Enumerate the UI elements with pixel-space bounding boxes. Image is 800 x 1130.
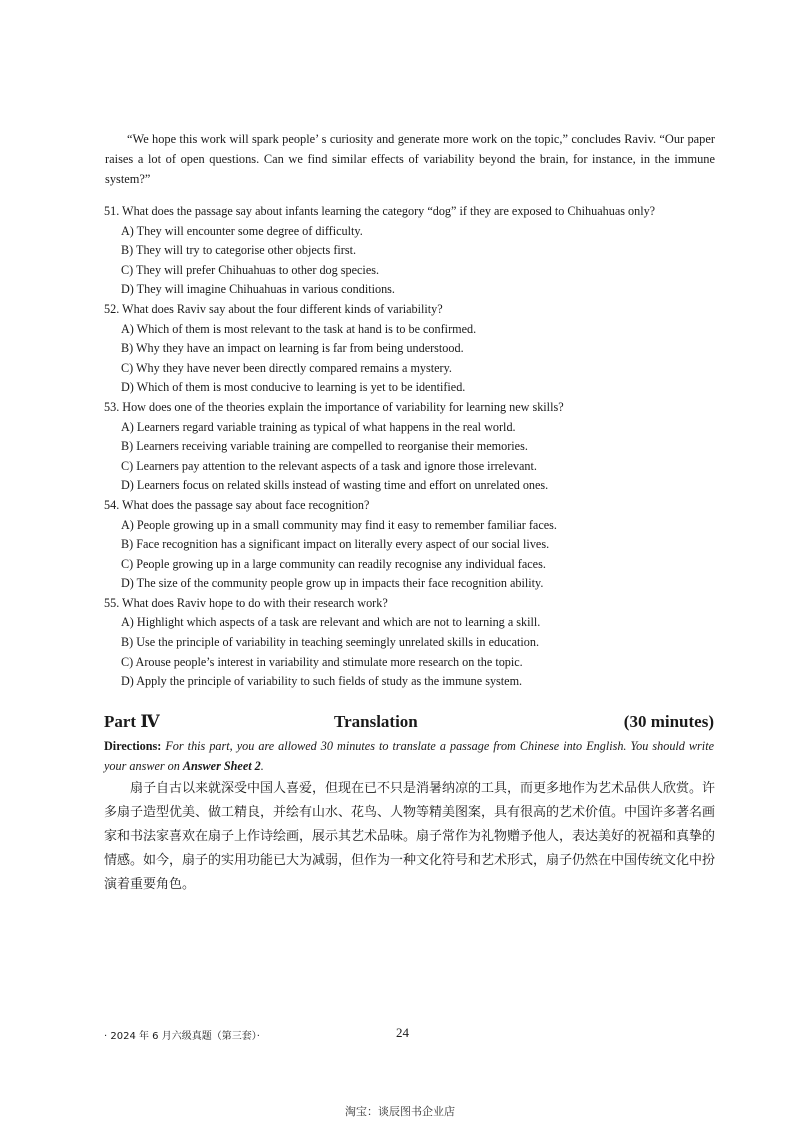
chinese-text: 扇子自古以来就深受中国人喜爱，但现在已不只是消暑纳凉的工具，而更多地作为艺术品供人欣赏。许多扇子造型优美、做工精良，并绘有山水、花鸟、人物等精美图案，具有很高的艺术价值。中国许多著名画家和书法家喜欢在扇子上作诗绘画，展示其艺术品味。扇子常作为礼物赠予他人，表达美好的祝福和真挚的情感。如今，扇子的实用功能已大为减弱，但作为一种文化符号和艺术形式，扇子仍然在中国传统文化中扮演着重要角色。 (104, 781, 716, 892)
question-53 (104, 398, 724, 496)
directions-end: . (260, 759, 264, 773)
question-stem: 55. What does Raviv hope to do with their research work? (104, 595, 388, 610)
quote-text: “We hope this work will spark people’ s curiosity and generate more work on the topic,” concludes Raviv. “Our paper raises a lot of open questions. Can we find similar effects of variability beyond the brain, for instance, in the immune system?” (105, 132, 715, 186)
option-d: D) Which of them is most conducive to learning is yet to be identified. (121, 380, 466, 395)
option-c: C) Why they have never been directly compared remains a mystery. (121, 360, 452, 375)
translation-passage (104, 777, 715, 897)
option-a: A) Which of them is most relevant to the task at hand is to be confirmed. (121, 321, 477, 336)
question-stem: 51. What does the passage say about infants learning the category “dog” if they are exposed to Chihuahuas only? (104, 204, 656, 218)
option-a: A) Highlight which aspects of a task are relevant and which are not to learning a skill. (121, 615, 541, 630)
part-title: Translation (334, 712, 418, 731)
closing-quote-paragraph (105, 129, 715, 189)
page-number: 24 (396, 1025, 409, 1040)
option-a: A) They will encounter some degree of difficulty. (121, 223, 363, 238)
question-54 (104, 496, 724, 594)
question-52 (104, 300, 724, 398)
option-d: D) The size of the community people grow up in impacts their face recognition ability. (121, 576, 544, 591)
option-a: A) Learners regard variable training as typical of what happens in the real world. (121, 419, 516, 434)
option-c: C) Learners pay attention to the relevant aspects of a task and ignore those irrelevant. (121, 458, 537, 473)
option-b: B) Learners receiving variable training are compelled to reorganise their memories. (121, 439, 528, 454)
part-time: (30 minutes) (623, 712, 714, 731)
shop-watermark: 淘宝：谈辰图书企业店 (345, 1105, 455, 1118)
part-label: Part Ⅳ (104, 712, 160, 731)
footer-exam-label: · 2024 年 6 月六级真题（第三套）· (104, 1031, 260, 1042)
option-d: D) Learners focus on related skills instead of wasting time and effort on unrelated ones. (121, 478, 549, 493)
question-stem: 53. How does one of the theories explain the importance of variability for learning new skills? (104, 399, 564, 414)
option-a: A) People growing up in a small community may find it easy to remember familiar faces. (121, 517, 557, 532)
option-b: B) They will try to categorise other objects first. (121, 243, 357, 258)
question-55 (104, 594, 724, 692)
directions-text: For this part, you are allowed 30 minutes to translate a passage from Chinese into English. You should write your answer on (104, 739, 714, 773)
option-b: B) Why they have an impact on learning is far from being understood. (121, 341, 464, 356)
directions (104, 736, 714, 776)
option-c: C) They will prefer Chihuahuas to other dog species. (121, 262, 380, 277)
directions-label: Directions: (104, 739, 162, 753)
question-51 (104, 202, 724, 300)
answer-sheet-ref: Answer Sheet 2 (182, 759, 261, 773)
option-d: D) They will imagine Chihuahuas in various conditions. (121, 282, 395, 297)
option-d: D) Apply the principle of variability to such fields of study as the immune system. (121, 674, 523, 689)
part-header (104, 712, 714, 734)
option-b: B) Face recognition has a significant impact on literally every aspect of our social lives. (121, 537, 550, 552)
question-stem: 52. What does Raviv say about the four different kinds of variability? (104, 301, 443, 316)
option-c: C) Arouse people’s interest in variability and stimulate more research on the topic. (121, 654, 523, 669)
question-stem: 54. What does the passage say about face recognition? (104, 497, 370, 512)
question-list (104, 202, 724, 692)
option-b: B) Use the principle of variability in teaching seemingly unrelated skills in education. (121, 635, 539, 650)
option-c: C) People growing up in a large community can readily recognise any individual faces. (121, 556, 546, 571)
